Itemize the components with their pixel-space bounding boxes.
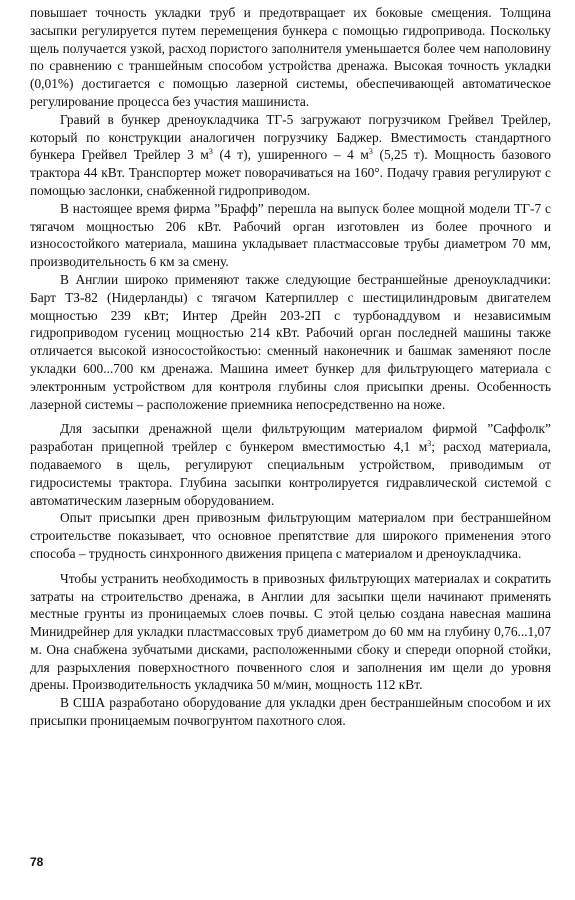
paragraph-3: В настоящее время фирма ”Брафф” перешла на выпуск более мощной модели ТГ-7 с тягачом мощностью 206 кВт. Рабочий орган изготовлен из более прочного и износостойкого материала, машина укладывает пластмассовые трубы диаметром 70 мм, производительность 6 км за смену. bbox=[30, 200, 551, 270]
page-number: 78 bbox=[30, 855, 44, 869]
paragraph-4: В Англии широко применяют также следующие бестраншейные дреноукладчики: Барт ТЗ-82 (Нидерланды) с тягачом Катерпиллер с шестицилиндровым двигателем мощностью 239 кВт; Интер Дрейн 203-2П с турбонаддувом и независимым гидроприводом гусениц мощностью 214 кВт. Рабочий орган последней машины также отличается высокой износостойкостью: сменный наконечник и башмак заменяют после укладки 600...700 км дренажа. Машина имеет бункер для фильтрующего материала с электронным устройством для контроля глубины слоя присыпки дрены. Особенность лазерной системы – расположение приемника непосредственно на ноже. bbox=[30, 271, 551, 412]
body-text bbox=[30, 4, 551, 730]
paragraph-5: Для засыпки дренажной щели фильтрующим материалом фирмой ”Саффолк” разработан прицепной трейлер с бункером вместимостью 4,1 $м^3$; расход материала, подаваемого в щель, регулируют специальным устройством, приводимым от гидросистемы трактора. Глубина засыпки контролируется гидравлической системой с автоматическим лазерным оборудованием. bbox=[30, 421, 551, 508]
paragraph-1: повышает точность укладки труб и предотвращает их боковые смещения. Толщина засыпки регулируется путем перемещения бункера с помощью гидропривода. Поскольку щель получается узкой, расход пористого заполнителя уменьшается более чем наполовину по сравнению с траншейным способом устройства дренажа. Высокая точность укладки (0,01%) достигается с помощью лазерной системы, обеспечивающей автоматическое регулирование процесса без участия машиниста. bbox=[30, 5, 551, 109]
paragraph-8: В США разработано оборудование для укладки дрен бестраншейным способом и их присыпки проницаемым почвогрунтом пахотного слоя. bbox=[30, 695, 551, 729]
paragraph-2: Гравий в бункер дреноукладчика ТГ-5 загружают погрузчиком Грейвел Трейлер, который по конструкции аналогичен погрузчику Баджер. Вместимость стандартного бункера Грейвел Трейлер 3 $м^3$ (4 т), уширенного – 4 $м^3$ (5,25 т). Мощность базового трактора 44 кВт. Транспортер может поворачиваться на 160°. Подачу гравия регулируют с помощью заслонки, снабженной гидроприводом. bbox=[30, 111, 551, 198]
paragraph-7: Чтобы устранить необходимость в привозных фильтрующих материалах и сократить затраты на строительство дренажа, в Англии для засыпки щели начинают применять местные грунты из проницаемых слоев почвы. С этой целью создана навесная машина Минидрейнер для укладки пластмассовых труб диаметром до 60 мм на глубину 0,76...1,07 м. Она снабжена зубчатыми дисками, расположенными сбоку и спереди опорной стойки, для разрыхления поверхностного почвенного слоя и заполнения им щели до уровня дрены. Производительность укладчика 50 м/мин, мощность 112 кВт. bbox=[30, 570, 551, 693]
paragraph-6: Опыт присыпки дрен привозным фильтрующим материалом при бестраншейном строительстве показывает, что основное препятствие для широкого применения этого способа – трудность синхронного движения прицепа с материалом и дреноукладчика. bbox=[30, 510, 551, 561]
